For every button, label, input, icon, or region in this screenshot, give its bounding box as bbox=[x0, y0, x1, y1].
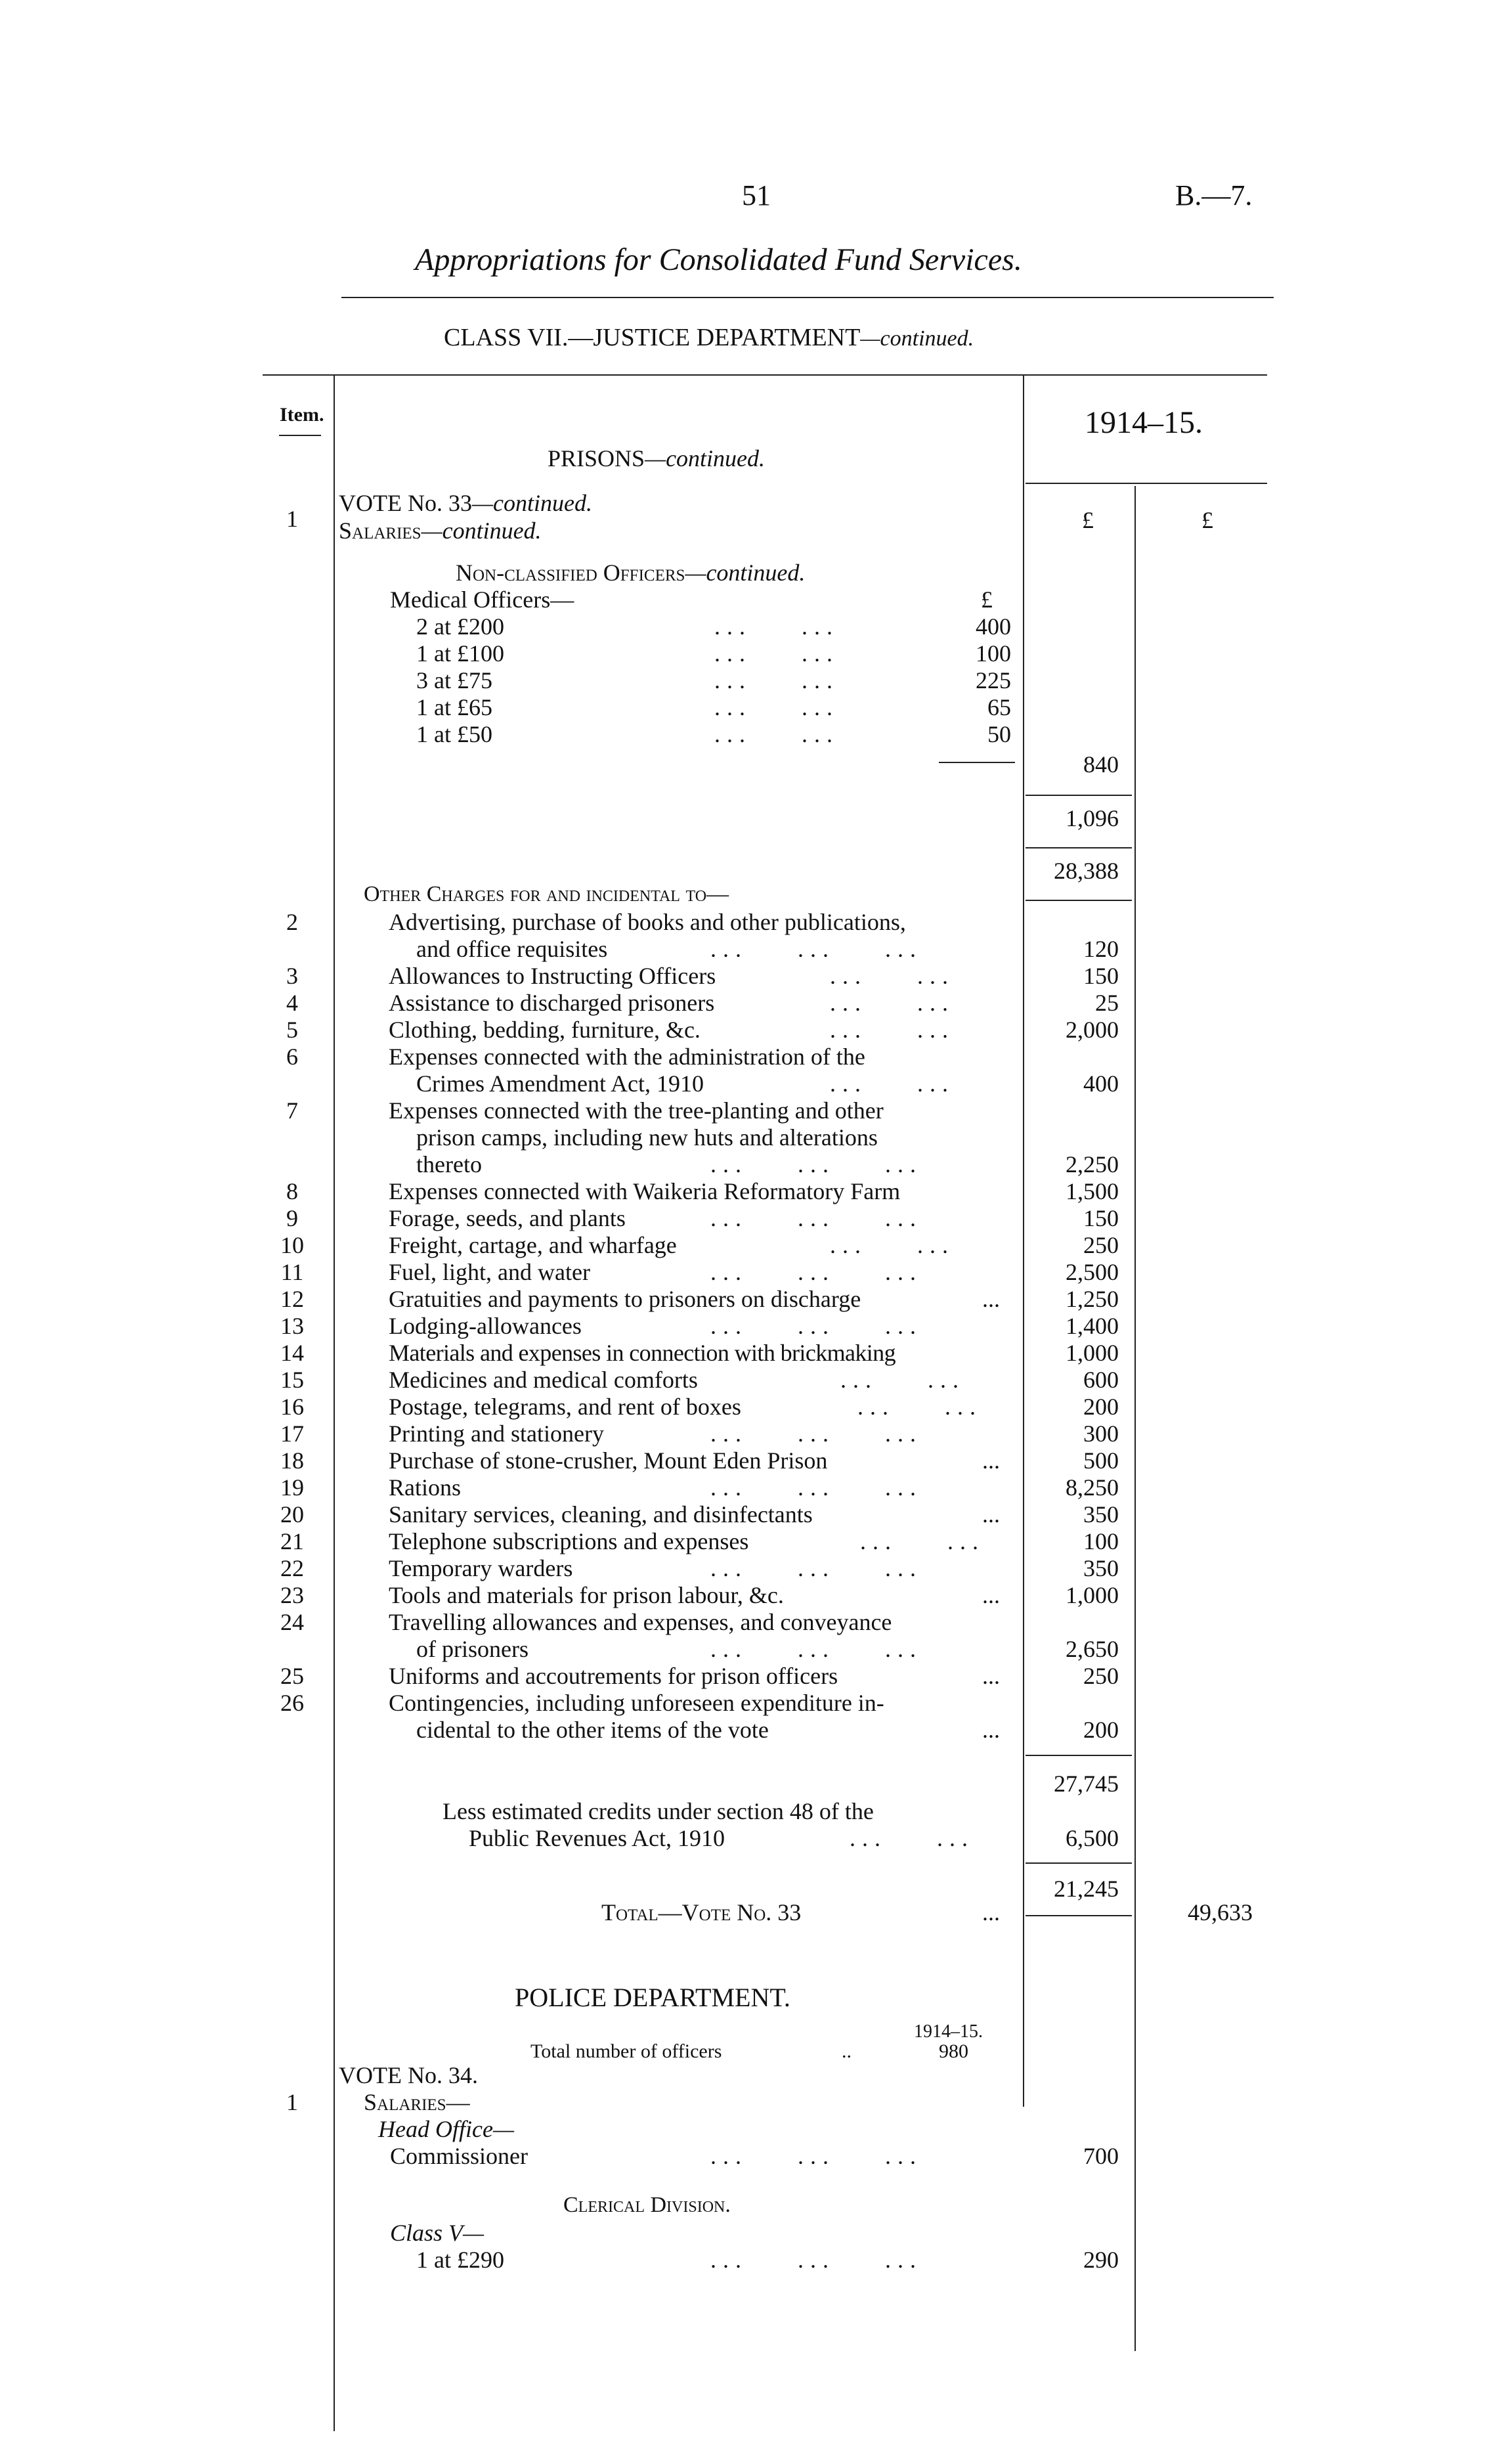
net-amount: 21,245 bbox=[1054, 1876, 1119, 1902]
medical-sum-rule bbox=[939, 762, 1015, 763]
salaries-continued: —continued. bbox=[421, 517, 542, 544]
other-charges-heading: Other Charges for and incidental to— bbox=[364, 882, 729, 906]
class-v-line: 1 at £290 bbox=[416, 2247, 504, 2273]
charge-item-number: 14 bbox=[280, 1340, 304, 1366]
document-reference: B.—7. bbox=[1175, 179, 1253, 211]
leader-dots: ... ... ... bbox=[710, 1636, 922, 1662]
leader-dots: ... ... bbox=[714, 613, 839, 640]
charge-item-number: 9 bbox=[286, 1205, 298, 1231]
item-column-divider bbox=[334, 376, 335, 2431]
subtotal-rule-3 bbox=[1026, 900, 1132, 901]
charge-description: Gratuities and payments to prisoners on discharge bbox=[389, 1286, 861, 1312]
charge-amount: 2,250 bbox=[1066, 1151, 1119, 1177]
leader-dots: ... ... bbox=[714, 667, 839, 693]
inner-pound-sign: £ bbox=[981, 586, 993, 613]
charge-item-number: 7 bbox=[286, 1097, 298, 1124]
charge-amount: 200 bbox=[1083, 1394, 1119, 1420]
leader-dots: ... ... bbox=[830, 990, 955, 1016]
police-salaries-heading: Salaries— bbox=[364, 2089, 470, 2115]
charge-item-number: 22 bbox=[280, 1555, 304, 1581]
charge-amount: 250 bbox=[1083, 1663, 1119, 1689]
medical-row-label: 1 at £100 bbox=[416, 640, 504, 667]
charge-description: Uniforms and accoutrements for prison officers bbox=[389, 1663, 838, 1689]
charge-amount: 8,250 bbox=[1066, 1474, 1119, 1501]
charge-description: Purchase of stone-crusher, Mount Eden Prison bbox=[389, 1447, 828, 1474]
head-office-heading: Head Office— bbox=[378, 2116, 514, 2142]
charges-total: 27,745 bbox=[1054, 1771, 1119, 1797]
charges-sum-rule bbox=[1026, 1755, 1132, 1756]
charge-description: and office requisites bbox=[416, 936, 608, 962]
leader-dots: ... ... ... bbox=[710, 1313, 922, 1339]
charge-item-number: 24 bbox=[280, 1609, 304, 1635]
clerical-division-heading: Clerical Division. bbox=[563, 2193, 731, 2217]
nonclassified-continued: —continued. bbox=[685, 560, 806, 586]
charge-item-number: 3 bbox=[286, 963, 298, 989]
charge-item-number: 23 bbox=[280, 1582, 304, 1608]
class-v-heading: Class V— bbox=[390, 2220, 485, 2246]
charge-item-number: 20 bbox=[280, 1501, 304, 1528]
leader-dots: ... ... bbox=[830, 1070, 955, 1097]
vote-33-continued: —continued. bbox=[471, 490, 592, 516]
charge-amount: 150 bbox=[1083, 1205, 1119, 1231]
charge-amount: 25 bbox=[1095, 990, 1119, 1016]
subtotal-1: 1,096 bbox=[1066, 805, 1119, 831]
charge-amount: 1,500 bbox=[1066, 1178, 1119, 1204]
leader-dots: ... bbox=[982, 1899, 1000, 1926]
charge-description: Travelling allowances and expenses, and conveyance bbox=[389, 1609, 892, 1635]
charge-description: Forage, seeds, and plants bbox=[389, 1205, 626, 1231]
officers-count: 980 bbox=[939, 2040, 968, 2062]
charge-description: cidental to the other items of the vote bbox=[416, 1717, 769, 1743]
charge-amount: 1,000 bbox=[1066, 1340, 1119, 1366]
medical-row-label: 1 at £65 bbox=[416, 694, 492, 720]
charge-description: Printing and stationery bbox=[389, 1420, 604, 1447]
charge-item-number: 2 bbox=[286, 909, 298, 935]
charge-amount: 120 bbox=[1083, 936, 1119, 962]
leader-dots: ... ... ... bbox=[710, 1259, 922, 1285]
item-number-1: 1 bbox=[286, 506, 298, 532]
vote-33-heading bbox=[339, 490, 592, 516]
leader-dots: ... bbox=[982, 1447, 1000, 1474]
police-heading: POLICE DEPARTMENT. bbox=[515, 1983, 790, 2012]
salaries-text: Salaries bbox=[339, 517, 421, 544]
charge-description: Lodging-allowances bbox=[389, 1313, 582, 1339]
charge-description: Fuel, light, and water bbox=[389, 1259, 590, 1285]
year-column-header: 1914–15. bbox=[1085, 405, 1203, 440]
medical-row-label: 1 at £50 bbox=[416, 721, 492, 747]
item-column-header: Item. bbox=[280, 404, 324, 426]
leader-dots: ... bbox=[982, 1286, 1000, 1312]
charge-item-number: 6 bbox=[286, 1044, 298, 1070]
leader-dots: ... ... bbox=[840, 1367, 965, 1393]
subtotal-2: 28,388 bbox=[1054, 858, 1119, 884]
charge-amount: 1,000 bbox=[1066, 1582, 1119, 1608]
charge-item-number: 4 bbox=[286, 990, 298, 1016]
charge-description: Temporary warders bbox=[389, 1555, 573, 1581]
charge-amount: 1,250 bbox=[1066, 1286, 1119, 1312]
charge-description: Expenses connected with Waikeria Reformatory Farm bbox=[389, 1178, 901, 1204]
charge-amount: 2,650 bbox=[1066, 1636, 1119, 1662]
charge-amount: 350 bbox=[1083, 1501, 1119, 1528]
page-number: 51 bbox=[742, 179, 771, 211]
amount-column-right-divider bbox=[1134, 486, 1136, 2351]
nonclassified-text: Non-classified Officers bbox=[456, 560, 685, 586]
medical-row-value: 225 bbox=[976, 667, 1011, 693]
subtotal-rule-2 bbox=[1026, 847, 1132, 848]
less-credits-amount: 6,500 bbox=[1066, 1825, 1119, 1851]
leader-dots: ... bbox=[982, 1717, 1000, 1743]
page-title: Appropriations for Consolidated Fund Services. bbox=[415, 242, 1022, 277]
leader-dots: ... ... bbox=[857, 1394, 982, 1420]
charge-description: Allowances to Instructing Officers bbox=[389, 963, 716, 989]
charge-item-number: 5 bbox=[286, 1017, 298, 1043]
charge-item-number: 13 bbox=[280, 1313, 304, 1339]
salaries-heading bbox=[339, 517, 542, 544]
less-credits-line-2: Public Revenues Act, 1910 bbox=[469, 1825, 725, 1851]
class-v-amount: 290 bbox=[1083, 2247, 1119, 2273]
leader-dots: .. bbox=[842, 2040, 852, 2062]
charge-description: Contingencies, including unforeseen expenditure in- bbox=[389, 1690, 884, 1716]
charge-description: Tools and materials for prison labour, &c. bbox=[389, 1582, 784, 1608]
medical-row-value: 400 bbox=[976, 613, 1011, 640]
charge-amount: 300 bbox=[1083, 1420, 1119, 1447]
leader-dots: ... ... bbox=[714, 694, 839, 720]
charge-amount: 250 bbox=[1083, 1232, 1119, 1258]
charge-description: Materials and expenses in connection with brickmaking bbox=[389, 1340, 896, 1366]
charge-description: prison camps, including new huts and alterations bbox=[416, 1124, 878, 1151]
charge-amount: 1,400 bbox=[1066, 1313, 1119, 1339]
charge-amount: 400 bbox=[1083, 1070, 1119, 1097]
leader-dots: ... ... bbox=[860, 1528, 985, 1554]
leader-dots: ... ... ... bbox=[710, 1151, 922, 1177]
vote-33-text: VOTE No. 33 bbox=[339, 490, 472, 516]
charge-item-number: 11 bbox=[280, 1259, 304, 1285]
charge-item-number: 10 bbox=[280, 1232, 304, 1258]
item-number-1-police: 1 bbox=[286, 2089, 298, 2115]
table-top-rule bbox=[263, 374, 1267, 376]
charge-amount: 350 bbox=[1083, 1555, 1119, 1581]
class-heading-text: CLASS VII.—JUSTICE DEPARTMENT bbox=[444, 324, 861, 351]
leader-dots: ... bbox=[982, 1582, 1000, 1608]
charge-amount: 200 bbox=[1083, 1717, 1119, 1743]
charge-item-number: 21 bbox=[280, 1528, 304, 1554]
charge-description: Expenses connected with the tree-planting and other bbox=[389, 1097, 884, 1124]
charge-item-number: 8 bbox=[286, 1178, 298, 1204]
item-header-underline bbox=[279, 435, 321, 436]
charge-item-number: 17 bbox=[280, 1420, 304, 1447]
less-credits-line-1: Less estimated credits under section 48 of the bbox=[443, 1798, 874, 1824]
year-header-underline bbox=[1026, 483, 1267, 484]
charge-description: Crimes Amendment Act, 1910 bbox=[416, 1070, 704, 1097]
police-year: 1914–15. bbox=[914, 2021, 983, 2042]
title-rule bbox=[341, 297, 1274, 298]
vote-33-total-amount: 49,633 bbox=[1188, 1899, 1253, 1926]
class-heading-continued: —continued. bbox=[860, 326, 974, 351]
medical-officers-heading: Medical Officers— bbox=[390, 586, 574, 613]
vote-34-heading: VOTE No. 34. bbox=[339, 2062, 478, 2088]
leader-dots: ... ... bbox=[714, 640, 839, 667]
leader-dots: ... ... ... bbox=[710, 1420, 922, 1447]
charge-item-number: 18 bbox=[280, 1447, 304, 1474]
class-heading bbox=[444, 324, 974, 352]
leader-dots: ... bbox=[982, 1663, 1000, 1689]
subtotal-rule-1 bbox=[1026, 795, 1132, 796]
charge-description: Rations bbox=[389, 1474, 462, 1501]
officers-label: Total number of officers bbox=[530, 2040, 722, 2062]
nonclassified-heading bbox=[456, 560, 805, 586]
charge-amount: 500 bbox=[1083, 1447, 1119, 1474]
leader-dots: ... ... ... bbox=[710, 2143, 922, 2169]
leader-dots: ... ... bbox=[830, 1017, 955, 1043]
medical-total: 840 bbox=[1083, 751, 1119, 778]
medical-row-label: 2 at £200 bbox=[416, 613, 504, 640]
charge-description: Freight, cartage, and wharfage bbox=[389, 1232, 677, 1258]
charge-item-number: 19 bbox=[280, 1474, 304, 1501]
prisons-heading-continued: —continued. bbox=[645, 445, 766, 472]
leader-dots: ... ... ... bbox=[710, 2247, 922, 2273]
charge-description: Sanitary services, cleaning, and disinfectants bbox=[389, 1501, 813, 1528]
leader-dots: ... ... ... bbox=[710, 1474, 922, 1501]
pound-header-1: £ bbox=[1082, 507, 1094, 533]
charge-description: Assistance to discharged prisoners bbox=[389, 990, 715, 1016]
vote-33-total-label: Total—Vote No. 33 bbox=[601, 1899, 802, 1926]
charge-item-number: 15 bbox=[280, 1367, 304, 1393]
leader-dots: ... ... ... bbox=[710, 936, 922, 962]
charge-description: Telephone subscriptions and expenses bbox=[389, 1528, 749, 1554]
charge-item-number: 26 bbox=[280, 1690, 304, 1716]
leader-dots: ... ... bbox=[850, 1825, 974, 1851]
leader-dots: ... ... ... bbox=[710, 1555, 922, 1581]
charge-amount: 100 bbox=[1083, 1528, 1119, 1554]
pound-header-2: £ bbox=[1201, 507, 1213, 533]
commissioner-label: Commissioner bbox=[390, 2143, 529, 2169]
medical-row-value: 100 bbox=[976, 640, 1011, 667]
charge-description: Medicines and medical comforts bbox=[389, 1367, 698, 1393]
medical-row-value: 50 bbox=[987, 721, 1011, 747]
leader-dots: ... ... bbox=[830, 963, 955, 989]
charge-amount: 600 bbox=[1083, 1367, 1119, 1393]
charge-item-number: 25 bbox=[280, 1663, 304, 1689]
charge-amount: 150 bbox=[1083, 963, 1119, 989]
charge-item-number: 12 bbox=[280, 1286, 304, 1312]
net-sum-rule bbox=[1026, 1862, 1132, 1864]
charge-amount: 2,000 bbox=[1066, 1017, 1119, 1043]
prisons-heading bbox=[548, 445, 765, 472]
charge-description: Advertising, purchase of books and other publications, bbox=[389, 909, 906, 935]
charge-amount: 2,500 bbox=[1066, 1259, 1119, 1285]
charge-item-number: 16 bbox=[280, 1394, 304, 1420]
charge-description: Clothing, bedding, furniture, &c. bbox=[389, 1017, 701, 1043]
charge-description: thereto bbox=[416, 1151, 482, 1177]
leader-dots: ... ... ... bbox=[710, 1205, 922, 1231]
charge-description: Postage, telegrams, and rent of boxes bbox=[389, 1394, 741, 1420]
commissioner-amount: 700 bbox=[1083, 2143, 1119, 2169]
leader-dots: ... bbox=[982, 1501, 1000, 1528]
charge-description: of prisoners bbox=[416, 1636, 529, 1662]
prisons-heading-text: PRISONS bbox=[548, 445, 645, 472]
medical-row-value: 65 bbox=[987, 694, 1011, 720]
charge-description: Expenses connected with the administration of the bbox=[389, 1044, 865, 1070]
total-rule bbox=[1026, 1915, 1132, 1916]
leader-dots: ... ... bbox=[830, 1232, 955, 1258]
leader-dots: ... ... bbox=[714, 721, 839, 747]
medical-row-label: 3 at £75 bbox=[416, 667, 492, 693]
